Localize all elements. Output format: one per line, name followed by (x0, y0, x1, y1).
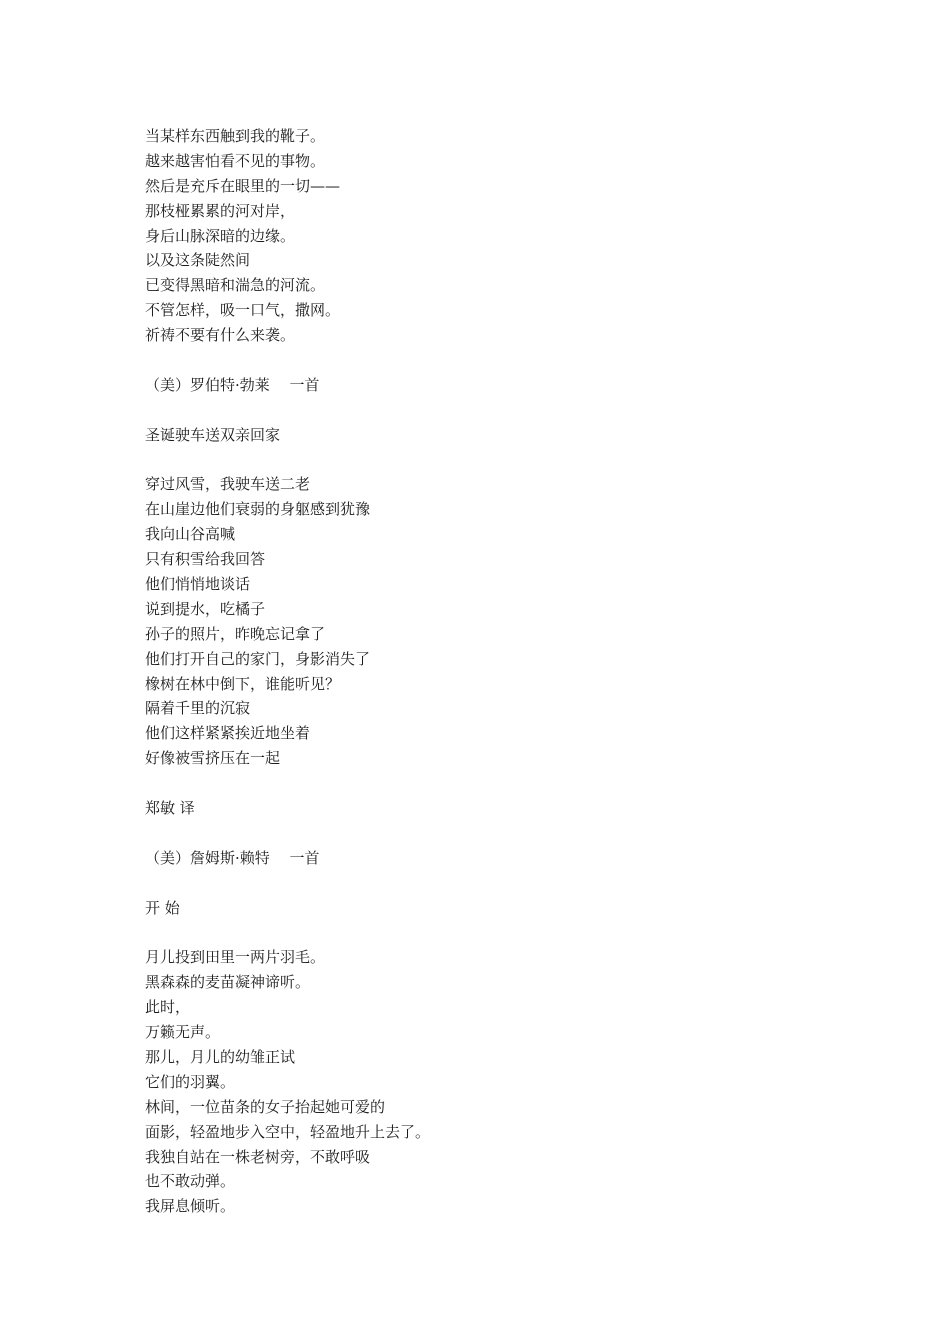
poem-line: 此时， (145, 998, 191, 1017)
blank-line (145, 821, 845, 846)
author-credit-wright: （美）詹姆斯·赖特 一首 (145, 848, 320, 867)
poem-line: 他们打开自己的家门，身影消失了 (145, 649, 371, 668)
poem-line: 身后山脉深暗的边缘。 (145, 226, 296, 245)
poem-2-title: 圣诞驶车送双亲回家 (145, 425, 281, 444)
poem-line: 当某样东西触到我的靴子。 (145, 127, 326, 145)
poem-line: 然后是充斥在眼里的一切—— (145, 176, 341, 195)
poem-line: 孙子的照片，昨晚忘记拿了 (145, 624, 326, 643)
poem-line: 橡树在林中倒下，谁能听见？ (145, 674, 341, 693)
blank-line (145, 348, 845, 373)
poem-line: 黑森森的麦苗凝神谛听。 (145, 973, 311, 992)
poem-line: 说到提水，吃橘子 (145, 599, 266, 618)
poem-line: 它们的羽翼。 (145, 1072, 236, 1091)
poem-2-body (145, 472, 845, 771)
poem-line: 也不敢动弹。 (145, 1172, 236, 1191)
poem-3-title: 开 始 (145, 898, 180, 917)
poem-line: 他们这样紧紧挨近地坐着 (145, 724, 311, 743)
poem-line: 在山崖边他们衰弱的身躯感到犹豫 (145, 500, 371, 519)
poem-3-body (145, 945, 845, 1219)
poem-line: 只有积雪给我回答 (145, 550, 266, 569)
poem-line: 我屏息倾听。 (145, 1197, 236, 1216)
poem-line: 隔着千里的沉寂 (145, 699, 251, 718)
poem-line: 林间，一位苗条的女子抬起她可爱的 (145, 1097, 386, 1116)
blank-line (145, 871, 845, 896)
author-credit-bly: （美）罗伯特·勃莱 一首 (145, 375, 320, 394)
translator-credit: 郑敏 译 (145, 799, 195, 818)
poem-line: 面影，轻盈地步入空中，轻盈地升上去了。 (145, 1122, 431, 1141)
poem-line: 穿过风雪，我驶车送二老 (145, 475, 311, 494)
blank-line (145, 921, 845, 946)
poem-line: 以及这条陡然间 (145, 251, 251, 270)
poem-line: 我独自站在一株老树旁，不敢呼吸 (145, 1147, 371, 1166)
poem-line: 他们悄悄地谈话 (145, 575, 251, 594)
poem-line: 不管怎样，吸一口气，撒网。 (145, 301, 341, 320)
poem-line: 好像被雪挤压在一起 (145, 749, 281, 768)
poem-line: 那枝桠累累的河对岸， (145, 201, 296, 220)
blank-line (145, 448, 845, 473)
document-page (145, 124, 845, 1219)
poem-line: 越来越害怕看不见的事物。 (145, 151, 326, 170)
poem-line: 那儿，月儿的幼雏正试 (145, 1047, 296, 1066)
poem-1-tail (145, 124, 845, 348)
blank-line (145, 398, 845, 423)
poem-line: 月儿投到田里一两片羽毛。 (145, 948, 326, 967)
poem-line: 已变得黑暗和湍急的河流。 (145, 276, 326, 295)
blank-line (145, 771, 845, 796)
poem-line: 祈祷不要有什么来袭。 (145, 326, 296, 345)
poem-line: 我向山谷高喊 (145, 525, 236, 544)
poem-line: 万籁无声。 (145, 1023, 221, 1042)
